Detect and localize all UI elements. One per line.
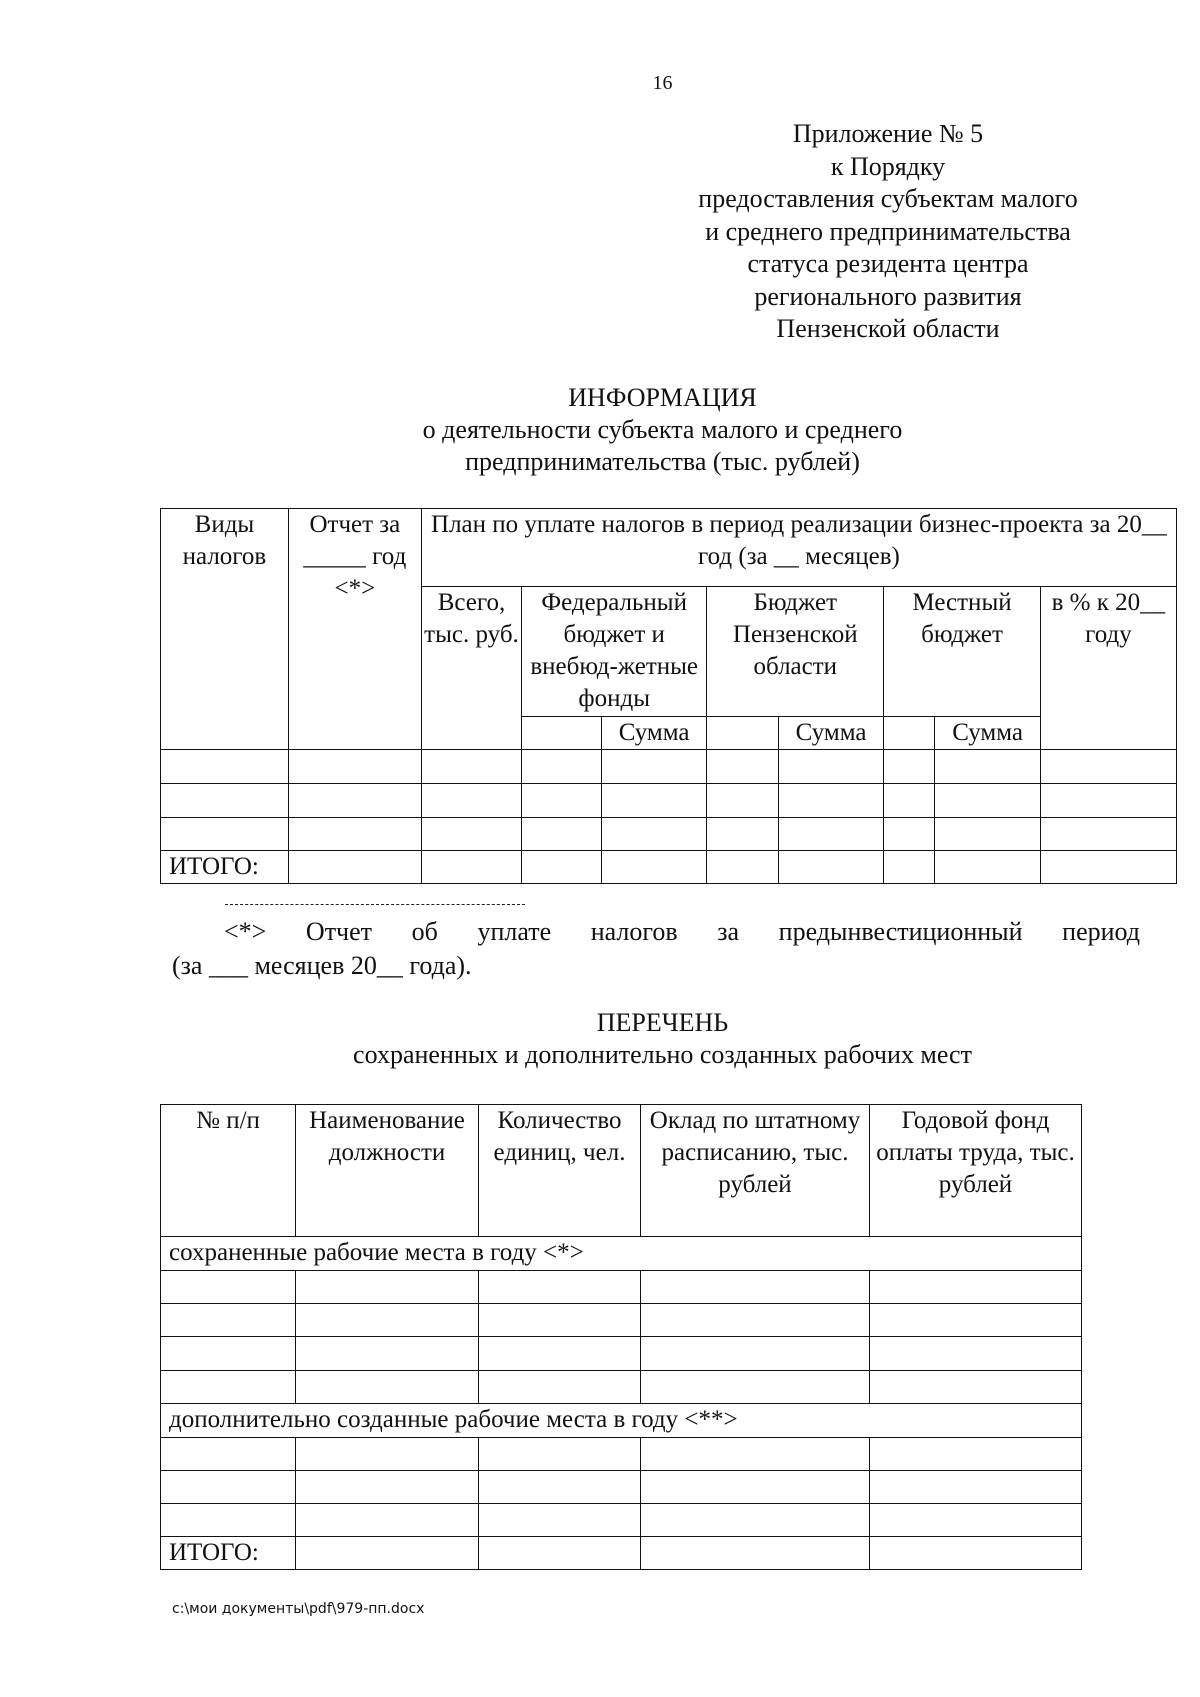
appendix-line: Приложение № 5 bbox=[792, 119, 984, 148]
appendix-line: и среднего предпринимательства bbox=[705, 216, 1071, 246]
header-percent: в % к 20__ году bbox=[1040, 587, 1176, 750]
list-title-block bbox=[0, 1007, 1200, 1071]
list-subtitle: сохраненных и дополнительно созданных рабочих мест bbox=[353, 1040, 972, 1069]
table-row bbox=[161, 1371, 1082, 1404]
file-path: c:\мои документы\pdf\979-пп.docx bbox=[172, 1601, 425, 1617]
table-row bbox=[161, 1471, 1082, 1504]
information-subtitle-line: о деятельности субъекта малого и среднего bbox=[422, 415, 903, 444]
header-salary: Оклад по штатному расписанию, тыс. рублей bbox=[641, 1105, 870, 1237]
information-title-block bbox=[0, 382, 1200, 478]
header-local-budget: Местный бюджет bbox=[884, 587, 1041, 717]
empty-cell bbox=[884, 717, 935, 750]
header-total: Всего, тыс. руб. bbox=[421, 587, 521, 750]
appendix-line: к Порядку bbox=[830, 151, 946, 181]
header-annual-fund: Годовой фонд оплаты труда, тыс. рублей bbox=[870, 1105, 1082, 1237]
total-label: ИТОГО: bbox=[161, 1537, 296, 1570]
total-row bbox=[161, 851, 1177, 884]
appendix-line: предоставления субъектам малого bbox=[698, 184, 1078, 213]
table-row bbox=[161, 1504, 1082, 1537]
appendix-header bbox=[678, 118, 1098, 346]
footnote-line: <*> Отчет об уплате налогов за предынвестиционный период bbox=[224, 917, 1140, 946]
header-tax-types: Виды налогов bbox=[161, 509, 289, 750]
appendix-line: статуса резидента центра bbox=[747, 249, 1029, 278]
total-row bbox=[161, 1537, 1082, 1570]
table-row bbox=[161, 750, 1177, 784]
appendix-line: Пензенской области bbox=[776, 314, 1000, 343]
header-report: Отчет за _____ год <*> bbox=[288, 509, 421, 750]
table-row bbox=[161, 1271, 1082, 1304]
appendix-line: регионального развития bbox=[754, 281, 1022, 311]
empty-cell bbox=[707, 717, 779, 750]
created-jobs-section: дополнительно созданные рабочие места в году <**> bbox=[161, 1404, 1082, 1438]
header-plan: План по уплате налогов в период реализации бизнес-проекта за 20__ год (за __ месяцев) bbox=[421, 509, 1176, 587]
header-number: № п/п bbox=[161, 1105, 296, 1237]
footnote-line: (за ___ месяцев 20__ года). bbox=[172, 951, 472, 980]
empty-cell bbox=[522, 717, 602, 750]
jobs-table bbox=[160, 1104, 1082, 1570]
table-row bbox=[161, 1438, 1082, 1471]
table-row bbox=[161, 784, 1177, 818]
information-subtitle-line: предпринимательства (тыс. рублей) bbox=[465, 447, 860, 476]
header-federal-budget: Федеральный бюджет и внебюд-жетные фонды bbox=[522, 587, 707, 717]
footnote-separator bbox=[225, 888, 525, 911]
information-title: ИНФОРМАЦИЯ bbox=[568, 383, 757, 412]
header-position: Наименование должности bbox=[296, 1105, 479, 1237]
total-label: ИТОГО: bbox=[161, 851, 289, 884]
saved-jobs-section: сохраненные рабочие места в году <*> bbox=[161, 1237, 1082, 1271]
footnote bbox=[172, 915, 1140, 983]
header-sum: Сумма bbox=[601, 717, 706, 750]
table-row bbox=[161, 818, 1177, 851]
header-sum: Сумма bbox=[935, 717, 1040, 750]
tax-table bbox=[160, 508, 1177, 884]
header-regional-budget: Бюджет Пензенской области bbox=[707, 587, 884, 717]
table-row bbox=[161, 1337, 1082, 1371]
header-count: Количество единиц, чел. bbox=[479, 1105, 641, 1237]
table-row bbox=[161, 1304, 1082, 1337]
header-sum: Сумма bbox=[778, 717, 883, 750]
list-title: ПЕРЕЧЕНЬ bbox=[596, 1008, 729, 1037]
page-number: 16 bbox=[652, 72, 673, 94]
